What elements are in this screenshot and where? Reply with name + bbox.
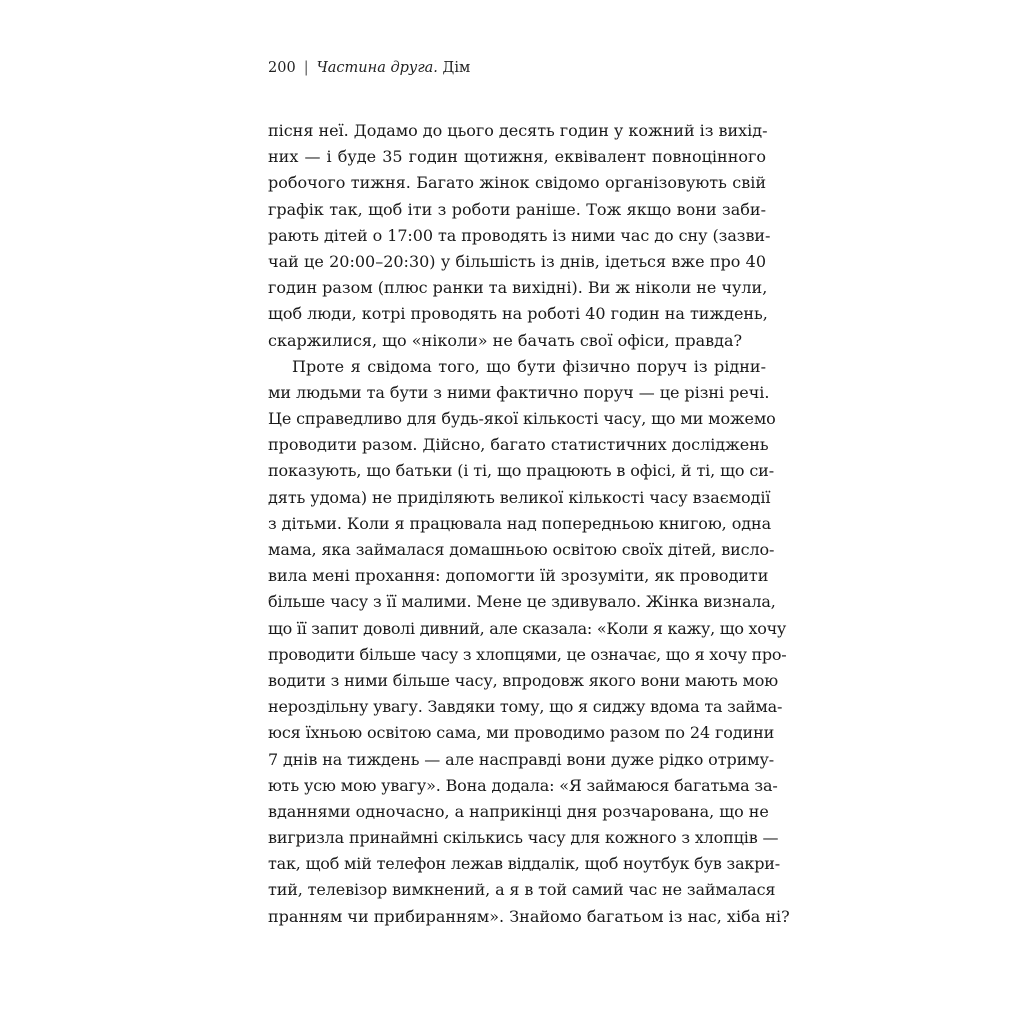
text-line: мама, яка займалася домашньою освітою своїх дітей, висло-: [268, 540, 775, 559]
text-line: ми людьми та бути з ними фактично поруч — це різні речі.: [268, 382, 770, 402]
text-line: графік так, щоб іти з роботи раніше. Тож якщо вони заби-: [268, 199, 766, 219]
paragraph-end-line: пранням чи прибиранням». Знайомо багатьом із нас, хіба ні?: [268, 906, 790, 926]
text-line: більше часу з її малими. Мене це здивувало. Жінка визнала,: [268, 592, 776, 612]
text-line: робочого тижня. Багато жінок свідомо організовують свій: [268, 173, 767, 193]
text-line: 7 днів на тиждень — але насправді вони дуже рідко отриму-: [268, 749, 775, 769]
header-separator: |: [303, 60, 309, 76]
text-line: вила мені прохання: допомогти їй зрозуміти, як проводити: [268, 566, 769, 586]
text-line: що її запит доволі дивний, але сказала: «Коли я кажу, що хочу: [268, 618, 787, 638]
text-line: чай це 20:00–20:30) у більшість із днів, ідеться вже про 40: [268, 251, 767, 271]
text-line: щоб люди, котрі проводять на роботі 40 годин на тиждень,: [268, 304, 768, 324]
text-line: годин разом (плюс ранки та вихідні). Ви ж ніколи не чули,: [268, 278, 768, 298]
paragraph-end-line: скаржилися, що «ніколи» не бачать свої офіси, правда?: [268, 330, 743, 350]
text-line: водити з ними більше часу, впродовж якого вони мають мою: [268, 670, 778, 690]
page-number: 200: [268, 60, 296, 76]
running-head: [268, 60, 470, 76]
text-line: вданнями одночасно, а наприкінці дня розчарована, що не: [268, 801, 769, 821]
text-line: проводити разом. Дійсно, багато статистичних досліджень: [268, 435, 769, 455]
text-line: з дітьми. Коли я працювала над попередньою книгою, одна: [268, 513, 772, 533]
text-line: пісня неї. Додамо до цього десять годин у кожний із вихід-: [268, 121, 768, 140]
chapter-title: Дім: [442, 60, 471, 76]
text-line: Це справедливо для будь-якої кількості часу, що ми можемо: [268, 409, 776, 429]
text-line: рають дітей о 17:00 та проводять із ними час до сну (зазви-: [268, 225, 771, 245]
text-line: показують, що батьки (і ті, що працюють в офісі, й ті, що си-: [268, 461, 775, 481]
text-line: вигризла принаймні скількись часу для кожного з хлопців —: [268, 828, 779, 848]
text-line: нероздільну увагу. Завдяки тому, що я сиджу вдома та займа-: [268, 697, 783, 717]
text-line: проводити більше часу з хлопцями, це означає, що я хочу про-: [268, 644, 787, 664]
paragraph-start-line: Проте я свідома того, що бути фізично поруч із рідни-: [292, 356, 766, 376]
section-title: Частина друга.: [316, 60, 438, 76]
text-line: ють усю мою увагу». Вона додала: «Я займаюся багатьма за-: [268, 775, 778, 795]
text-line: них — і буде 35 годин щотижня, еквівалент повноцінного: [268, 147, 767, 167]
text-line: дять удома) не приділяють великої кількості часу взаємодії: [268, 487, 771, 507]
text-line: тий, телевізор вимкнений, а я в той самий час не займалася: [268, 880, 776, 900]
body-text: [268, 118, 790, 930]
text-line: так, щоб мій телефон лежав віддалік, щоб ноутбук був закри-: [268, 854, 780, 874]
text-line: юся їхньою освітою сама, ми проводимо разом по 24 години: [268, 723, 775, 743]
